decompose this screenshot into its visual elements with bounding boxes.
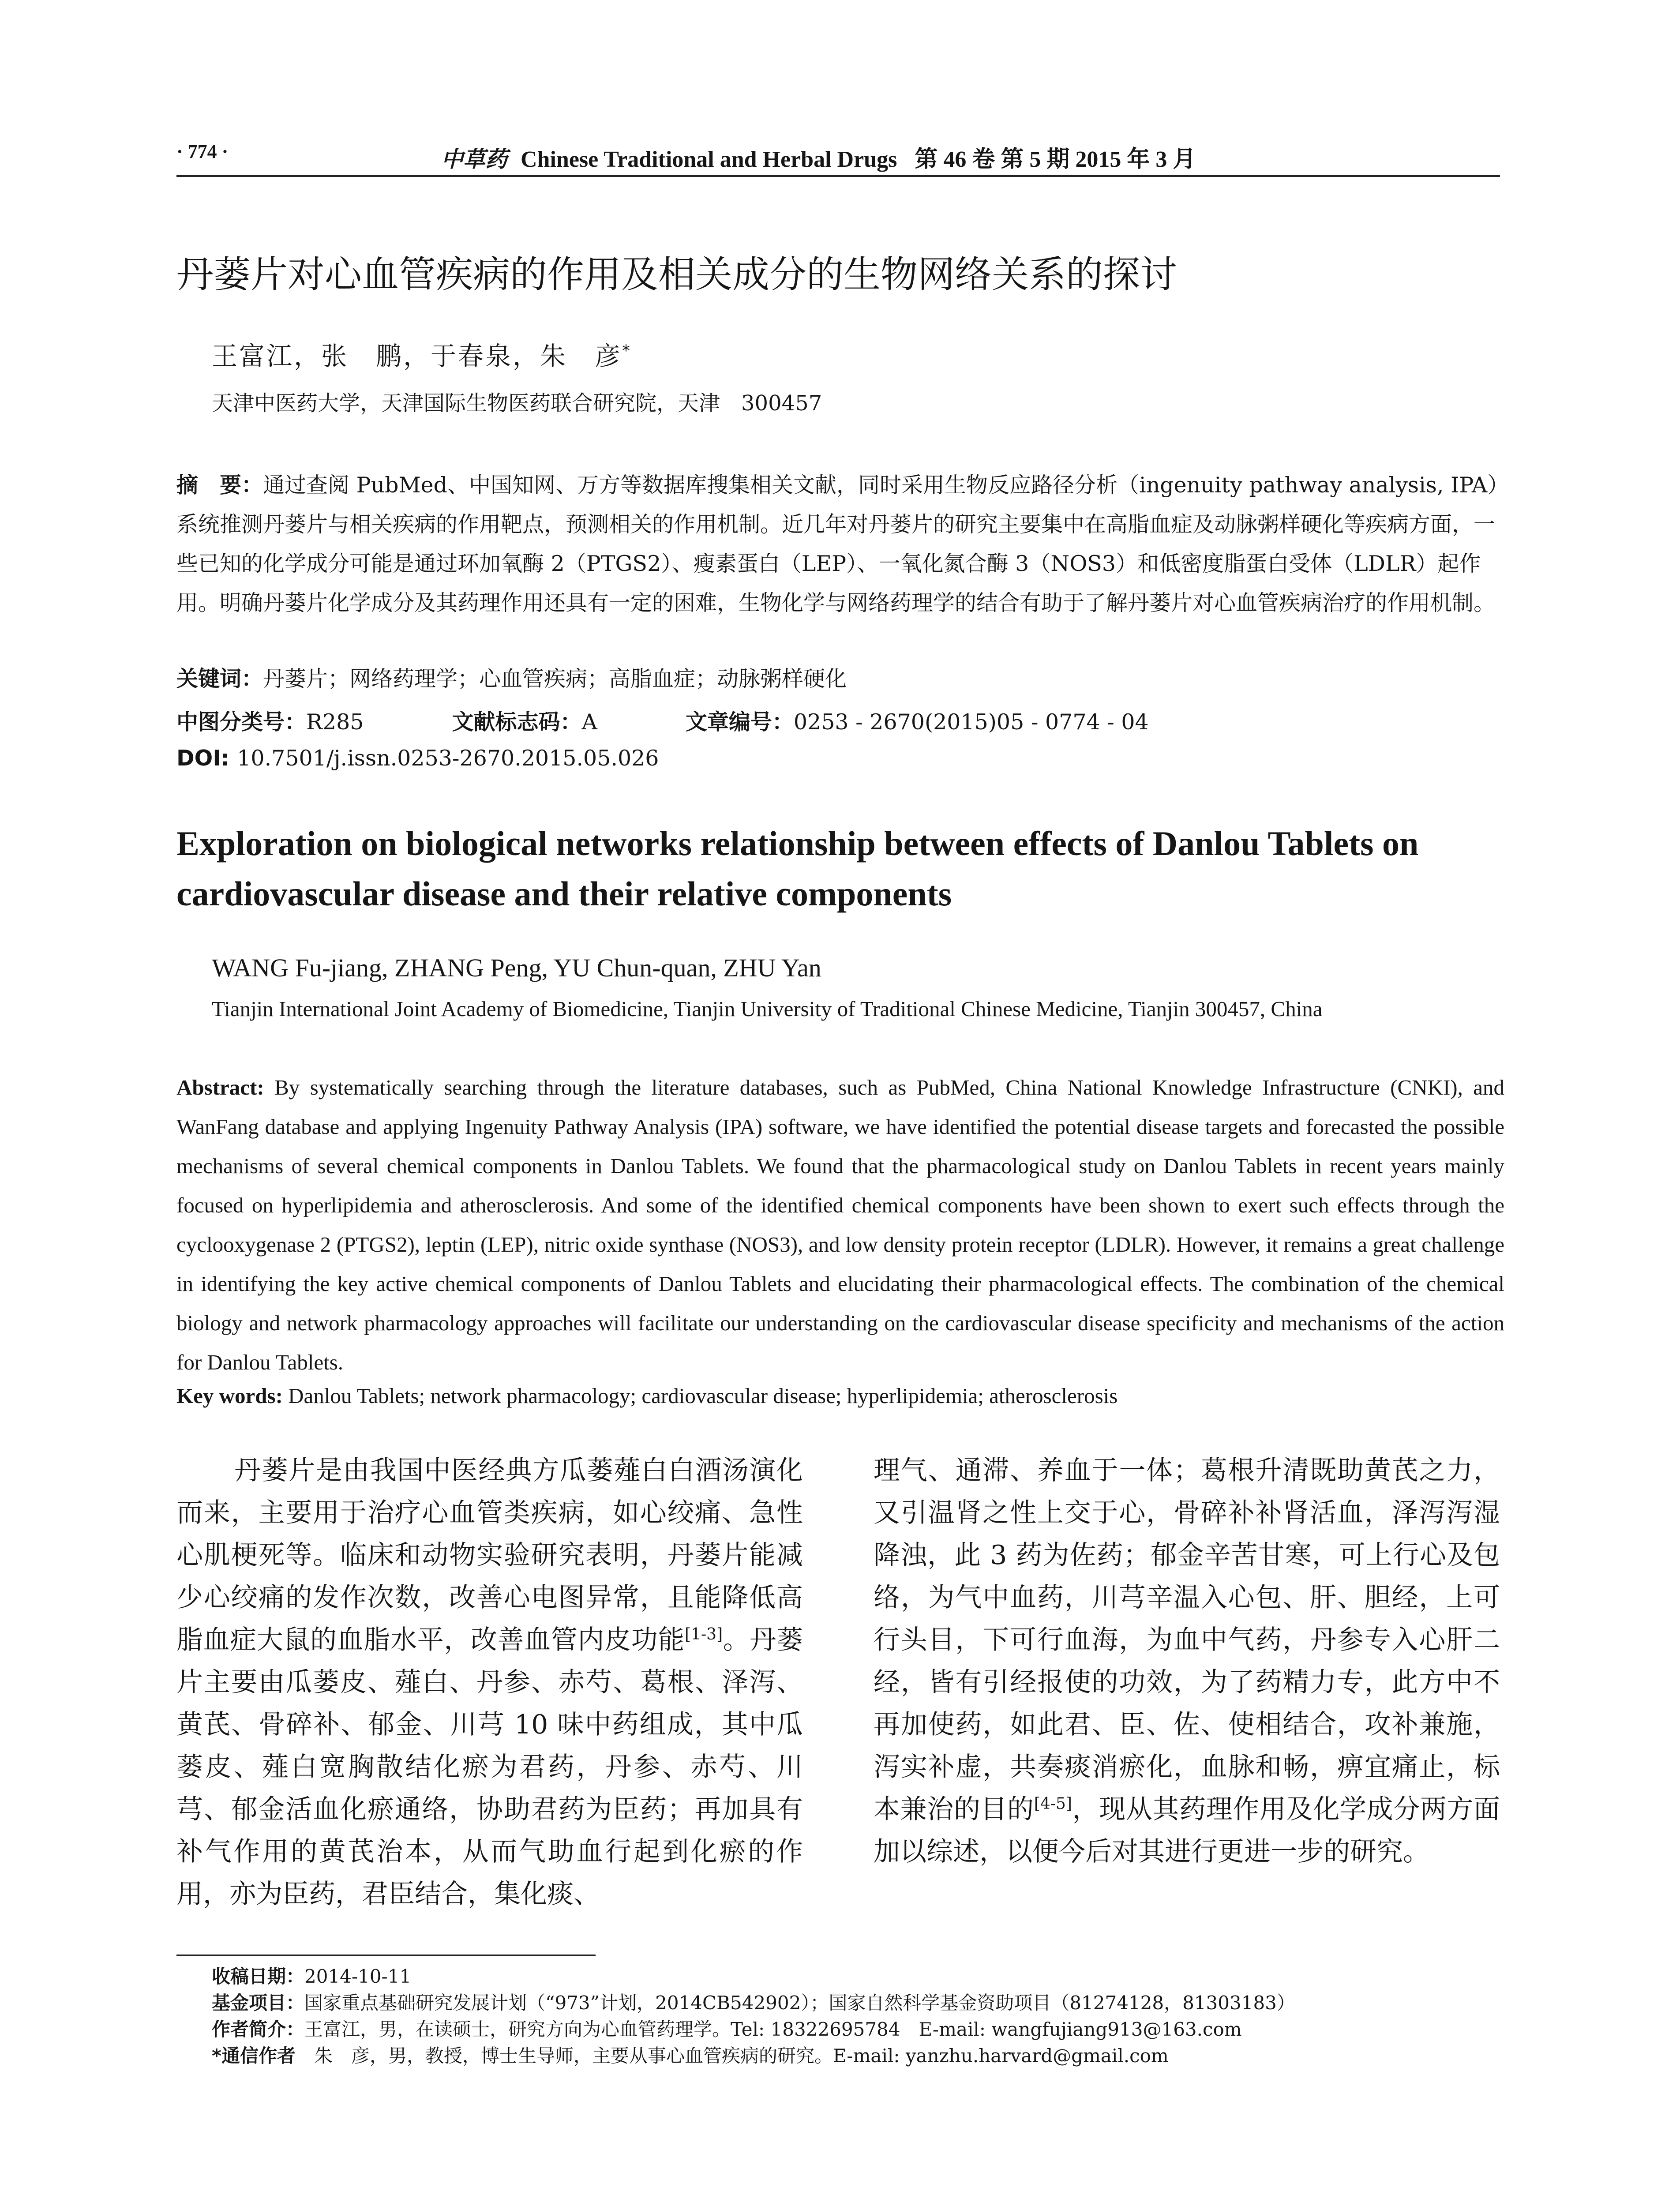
doi-label: DOI:	[176, 746, 237, 771]
fund-label: 基金项目：	[212, 1992, 305, 2014]
doi-value: 10.7501/j.issn.0253-2670.2015.05.026	[237, 746, 659, 771]
author-info-label: 作者简介：	[212, 2018, 305, 2040]
page-number: · 774 ·	[176, 141, 229, 162]
english-keywords-text: Danlou Tablets; network pharmacology; cardiovascular disease; hyperlipidemia; atherosclerosis	[288, 1384, 1118, 1408]
running-header	[176, 140, 1500, 177]
clc-value: R285	[306, 709, 364, 735]
english-abstract-text: By systematically searching through the literature databases, such as PubMed, China National Knowledge Infrastructure (CNKI), and WanFang database and applying Ingenuity Pathway Analysis (IPA) software, we have identified the potential disease targets and forecasted the possible mechanisms of several chemical components in Danlou Tablets. We found that the pharmacological study on Danlou Tablets in recent years mainly focused on hyperlipidemia and atherosclerosis. And some of the identified chemical components have been shown to exert such effects through the cyclooxygenase 2 (PTGS2), leptin (LEP), nitric oxide synthase (NOS3), and low density protein receptor (LDLR). However, it remains a great challenge in identifying the key active chemical components of Danlou Tablets and elucidating their pharmacological effects. The combination of the chemical biology and network pharmacology approaches will facilitate our understanding on the cardiovascular disease specificity and mechanisms of the action for Danlou Tablets.	[176, 1075, 1505, 1374]
english-title: Exploration on biological networks relationship between effects of Danlou Tablets on cardiovascular disease and their relative components	[176, 824, 1419, 913]
journal-line	[441, 140, 1196, 173]
doc-code-value: A	[581, 709, 597, 735]
received-value: 2014-10-11	[304, 1966, 412, 1987]
english-authors: WANG Fu-jiang, ZHANG Peng, YU Chun-quan, ZHU Yan	[212, 953, 821, 982]
journal-name-cn: 中草药	[441, 146, 507, 172]
doi-line	[176, 746, 659, 771]
citation-4-5: [4-5]	[1034, 1795, 1072, 1813]
footnotes	[212, 1963, 1491, 2069]
footnote-author	[212, 2016, 1491, 2043]
corresponding-mark: *	[622, 341, 632, 360]
footnote-corresponding	[212, 2043, 1491, 2069]
issue-info: 第 46 卷 第 5 期 2015 年 3 月	[915, 147, 1196, 172]
journal-name-en: Chinese Traditional and Herbal Drugs	[521, 147, 897, 172]
body-right-text-1: 理气、通滞、养血于一体；葛根升清既助黄芪之力，又引温肾之性上交于心，骨碎补补肾活血，泽泻泻湿降浊，此 3 药为佐药；郁金辛苦甘寒，可上行心及包络，为气中血药，川芎辛温入心包、肝、胆经，上可行头目，下可行血海，为血中气药，丹参专入心肝二经，皆有引经报使的功效，为了药精力专，此方中不再加使药，如此君、臣、佐、使相结合，攻补兼施，泻实补虚，共奏痰消瘀化，血脉和畅，痹宜痛止，标本兼治的目的	[874, 1455, 1500, 1825]
doc-code-label: 文献标志码：	[452, 709, 582, 735]
chinese-keywords-text: 丹蒌片；网络药理学；心血管疾病；高脂血症；动脉粥样硬化	[263, 666, 847, 691]
chinese-authors	[212, 335, 632, 372]
body-column-left	[176, 1449, 803, 1915]
chinese-title: 丹蒌片对心血管疾病的作用及相关成分的生物网络关系的探讨	[176, 253, 1178, 296]
english-abstract-label: Abstract:	[176, 1075, 275, 1099]
footnote-divider	[176, 1955, 596, 1956]
article-no-value: 0253 - 2670(2015)05 - 0774 - 04	[793, 709, 1149, 735]
body-left-text-1: 丹蒌片是由我国中医经典方瓜蒌薤白白酒汤演化而来，主要用于治疗心血管类疾病，如心绞痛、急性心肌梗死等。临床和动物实验研究表明，丹蒌片能减少心绞痛的发作次数，改善心电图异常，且能降低高脂血症大鼠的血脂水平，改善血管内皮功能	[176, 1455, 803, 1655]
article-no-label: 文章编号：	[685, 709, 794, 735]
english-keywords	[176, 1383, 1504, 1408]
english-abstract	[176, 1068, 1504, 1382]
chinese-author-list: 王富江，张 鹏，于春泉，朱 彦	[212, 341, 622, 371]
corresponding-label: *通信作者	[212, 2045, 296, 2067]
english-affiliation: Tianjin International Joint Academy of Biomedicine, Tianjin University of Traditional Chinese Medicine, Tianjin 300457, China	[212, 997, 1323, 1021]
clc-label: 中图分类号：	[176, 709, 307, 735]
received-label: 收稿日期：	[212, 1966, 305, 1987]
classification-row	[176, 705, 1149, 736]
fund-value: 国家重点基础研究发展计划（“973”计划，2014CB542902）；国家自然科学基金资助项目（81274128，81303183）	[304, 1992, 1295, 2014]
body-column-right	[874, 1449, 1500, 1873]
footnote-fund	[212, 1990, 1491, 2016]
citation-1-3: [1-3]	[685, 1625, 723, 1643]
chinese-affiliation: 天津中医药大学，天津国际生物医药联合研究院，天津 300457	[212, 391, 822, 416]
footnote-received	[212, 1963, 1491, 1990]
chinese-abstract-text: 通过查阅 PubMed、中国知网、万方等数据库搜集相关文献，同时采用生物反应路径分析（ingenuity pathway analysis, IPA）系统推测丹蒌片与相关疾病的作用靶点，预测相关的作用机制。近几年对丹蒌片的研究主要集中在高脂血症及动脉粥样硬化等疾病方面，一些已知的化学成分可能是通过环加氧酶 2（PTGS2）、瘦素蛋白（LEP）、一氧化氮合酶 3（NOS3）和低密度脂蛋白受体（LDLR）起作用。明确丹蒌片化学成分及其药理作用还具有一定的困难，生物化学与网络药理学的结合有助于了解丹蒌片对心血管疾病治疗的作用机制。	[176, 473, 1498, 615]
chinese-keywords-label: 关键词：	[176, 666, 263, 691]
author-info-value: 王富江，男，在读硕士，研究方向为心血管药理学。Tel: 18322695784 E-mail: wangfujiang913@163.com	[304, 2018, 1242, 2040]
english-keywords-label: Key words:	[176, 1384, 289, 1408]
body-right-text-2: ，现从其药理作用及化学成分两方面加以综述，以便今后对其进行更进一步的研究。	[874, 1794, 1500, 1867]
chinese-abstract	[176, 465, 1500, 623]
body-left-text-2: 。丹蒌片主要由瓜蒌皮、薤白、丹参、赤芍、葛根、泽泻、黄芪、骨碎补、郁金、川芎 10 味中药组成，其中瓜蒌皮、薤白宽胸散结化瘀为君药，丹参、赤芍、川芎、郁金活血化瘀通络，协助君药为臣药；再加具有补气作用的黄芪治本，从而气助血行起到化瘀的作用，亦为臣药，君臣结合，集化痰、	[176, 1624, 803, 1910]
chinese-keywords	[176, 662, 847, 693]
chinese-abstract-label: 摘 要：	[176, 473, 263, 498]
corresponding-value: 朱 彦，男，教授，博士生导师，主要从事心血管疾病的研究。E-mail: yanzhu.harvard@gmail.com	[295, 2045, 1169, 2067]
